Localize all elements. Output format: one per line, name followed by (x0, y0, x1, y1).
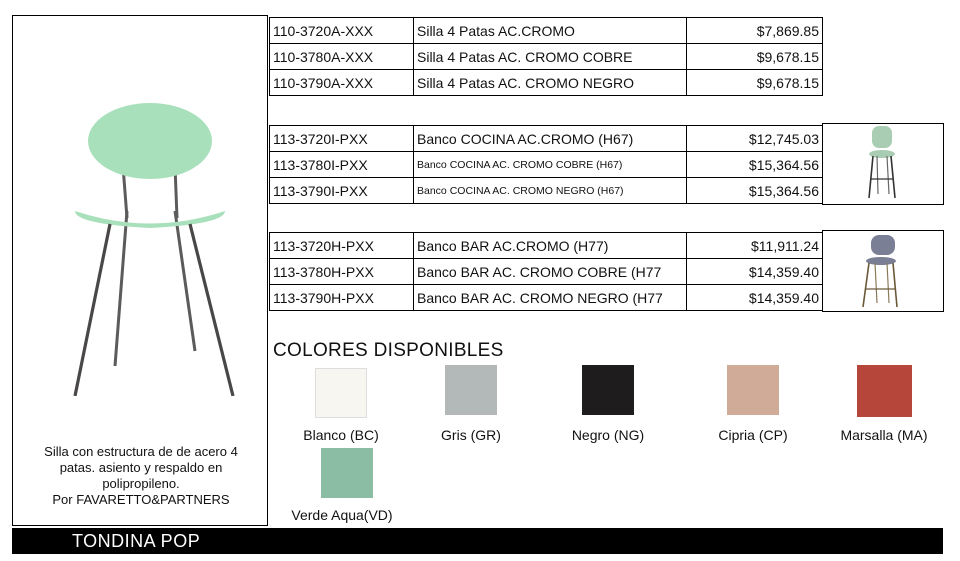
product-price: $12,745.03 (687, 126, 823, 152)
chair-seat (75, 211, 225, 228)
product-code: 110-3720A-XXX (270, 18, 414, 44)
color-swatch-negro (582, 365, 634, 415)
price-table-silla (269, 17, 823, 96)
price-table-banco-bar (269, 232, 823, 311)
product-desc: Banco COCINA AC. CROMO NEGRO (H67) (414, 178, 687, 204)
product-desc: Silla 4 Patas AC. CROMO COBRE (414, 44, 687, 70)
stool-bar-image (823, 231, 943, 311)
color-label: Blanco (BC) (303, 427, 379, 443)
stool-bar-thumbnail (822, 230, 944, 312)
table-row (270, 70, 823, 96)
product-panel (12, 15, 268, 526)
chair-backrest (88, 103, 212, 179)
price-table-banco-cocina (269, 125, 823, 204)
footer-bar (12, 528, 943, 554)
product-price: $15,364.56 (687, 152, 823, 178)
color-label: Marsalla (MA) (840, 427, 928, 443)
description-line: Por FAVARETTO&PARTNERS (52, 492, 230, 507)
product-price: $7,869.85 (687, 18, 823, 44)
product-code: 113-3790I-PXX (270, 178, 414, 204)
product-desc: Banco COCINA AC.CROMO (H67) (414, 126, 687, 152)
product-desc: Silla 4 Patas AC. CROMO NEGRO (414, 70, 687, 96)
product-code: 113-3720I-PXX (270, 126, 414, 152)
table-row (270, 233, 823, 259)
table-row (270, 126, 823, 152)
table-row (270, 285, 823, 311)
color-label: Verde Aqua(VD) (291, 507, 393, 523)
color-swatch-verde-aqua (321, 448, 373, 498)
product-code: 110-3790A-XXX (270, 70, 414, 96)
product-name: TONDINA POP (72, 531, 201, 551)
table-row (270, 259, 823, 285)
product-price: $14,359.40 (687, 259, 823, 285)
product-price: $15,364.56 (687, 178, 823, 204)
description-line: Silla con estructura de de acero 4 (44, 444, 238, 459)
product-price: $9,678.15 (687, 70, 823, 96)
product-desc: Banco COCINA AC. CROMO COBRE (H67) (414, 152, 687, 178)
product-code: 113-3790H-PXX (270, 285, 414, 311)
colors-section-title: COLORES DISPONIBLES (273, 340, 504, 361)
product-price: $11,911.24 (687, 233, 823, 259)
color-swatch-blanco (315, 368, 367, 418)
product-price: $9,678.15 (687, 44, 823, 70)
color-swatch-marsalla (857, 365, 912, 417)
description-line: polipropileno. (102, 476, 180, 491)
color-label: Negro (NG) (571, 427, 645, 443)
product-desc: Silla 4 Patas AC.CROMO (414, 18, 687, 44)
table-row (270, 178, 823, 204)
product-code: 113-3720H-PXX (270, 233, 414, 259)
product-desc: Banco BAR AC. CROMO COBRE (H77 (414, 259, 687, 285)
color-label: Cipria (CP) (718, 427, 788, 443)
table-row (270, 152, 823, 178)
color-label: Gris (GR) (441, 427, 501, 443)
product-price: $14,359.40 (687, 285, 823, 311)
product-code: 110-3780A-XXX (270, 44, 414, 70)
table-row (270, 44, 823, 70)
product-code: 113-3780I-PXX (270, 152, 414, 178)
stool-kitchen-thumbnail (822, 123, 944, 205)
product-code: 113-3780H-PXX (270, 259, 414, 285)
product-desc: Banco BAR AC. CROMO NEGRO (H77 (414, 285, 687, 311)
color-swatch-gris (445, 365, 497, 415)
description-line: patas. asiento y respaldo en (59, 460, 223, 475)
product-description (13, 444, 269, 508)
color-swatch-cipria (727, 365, 779, 415)
chair-image (65, 96, 235, 396)
table-row (270, 18, 823, 44)
stool-kitchen-image (823, 124, 943, 204)
product-desc: Banco BAR AC.CROMO (H77) (414, 233, 687, 259)
